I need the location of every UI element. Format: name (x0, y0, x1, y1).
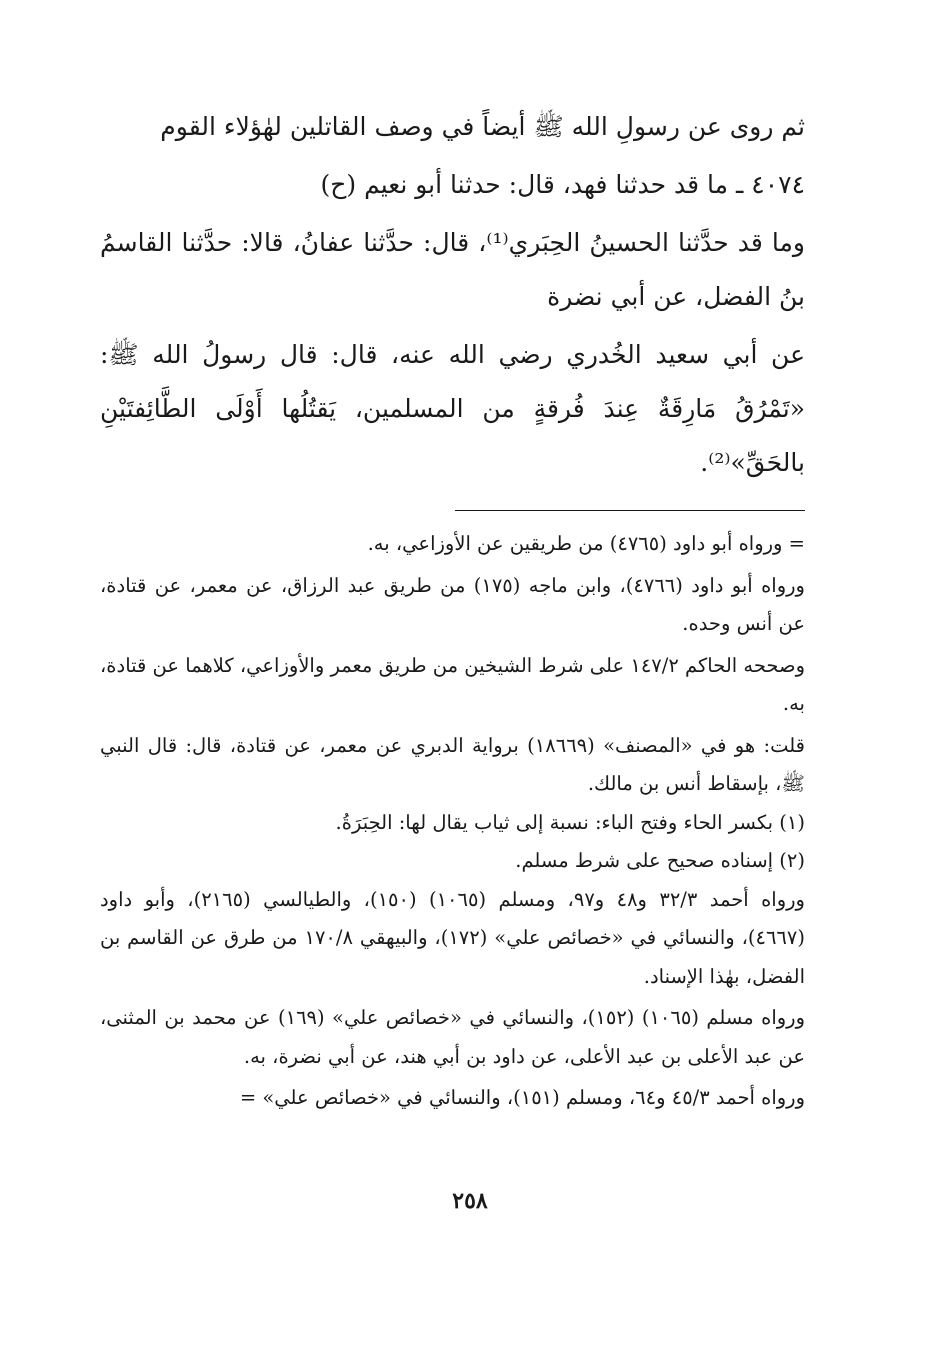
footnotes-section (100, 525, 805, 1118)
note-paragraph: وصححه الحاكم ١٤٧/٢ على شرط الشيخين من طريق معمر والأوزاعي، كلاهما عن قتادة، به. (100, 653, 805, 715)
note-continuation: = ورواه أبو داود (٤٧٦٥) من طريقين عن الأوزاعي، به. (367, 532, 805, 555)
footnote-separator (455, 510, 805, 511)
hadith-text-paragraph: عن أبي سعيد الخُدري رضي الله عنه، قال: قال رسولُ الله ﷺ: «تَمْرُقُ مَارِقَةٌ عِندَ فُرقةٍ من المسلمين، يَقتُلُها أَوْلَى الطَّائِفتَيْنِ بالحَقِّ»⁽²⁾. (100, 340, 805, 477)
page-number: ٢٥٨ (452, 1188, 488, 1214)
hadith-number-line: ٤٠٧٤ ـ ما قد حدثنا فهد، قال: حدثنا أبو نعيم (ح) (320, 170, 805, 199)
note-paragraph: ورواه أبو داود (٤٧٦٦)، وابن ماجه (١٧٥) من طريق عبد الرزاق، عن معمر، عن قتادة، عن أنس وحده. (100, 573, 805, 635)
footnote-2: (٢) إسناده صحيح على شرط مسلم. (515, 849, 805, 872)
note-paragraph: ورواه أحمد ٤٥/٣ و٦٤، ومسلم (١٥١)، والنسائي في «خصائص علي» = (239, 1086, 805, 1109)
paragraph-intro: ثم روى عن رسولِ الله ﷺ أيضاً في وصف القاتلين لهٰؤلاء القوم (160, 112, 805, 141)
footnote-1: (١) بكسر الحاء وفتح الباء: نسبة إلى ثياب يقال لها: الحِبَرَةُ. (335, 810, 805, 834)
note-paragraph: ورواه أحمد ٣٢/٣ و٤٨ و٩٧، ومسلم (١٠٦٥) (١٥٠)، والطيالسي (٢١٦٥)، وأبو داود (٤٦٦٧)، والنسائي في «خصائص علي» (١٧٢)، والبيهقي ١٧٠/٨ من طرق عن القاسم بن الفضل، بهٰذا الإسناد. (100, 887, 805, 988)
main-text (100, 100, 805, 490)
isnad-paragraph: وما قد حدَّثنا الحسينُ الحِبَري⁽¹⁾، قال: حدَّثنا عفانُ، قالا: حدَّثنا القاسمُ بنُ الفضل، عن أبي نضرة (100, 228, 805, 311)
note-paragraph: قلت: هو في «المصنف» (١٨٦٦٩) برواية الدبري عن معمر، عن قتادة، قال: قال النبي ﷺ، بإسقاط أنس بن مالك. (100, 733, 805, 795)
note-paragraph: ورواه مسلم (١٠٦٥) (١٥٢)، والنسائي في «خصائص علي» (١٦٩) عن محمد بن المثنى، عن عبد الأعلى بن عبد الأعلى، عن داود بن أبي هند، عن أبي نضرة، به. (100, 1006, 805, 1068)
